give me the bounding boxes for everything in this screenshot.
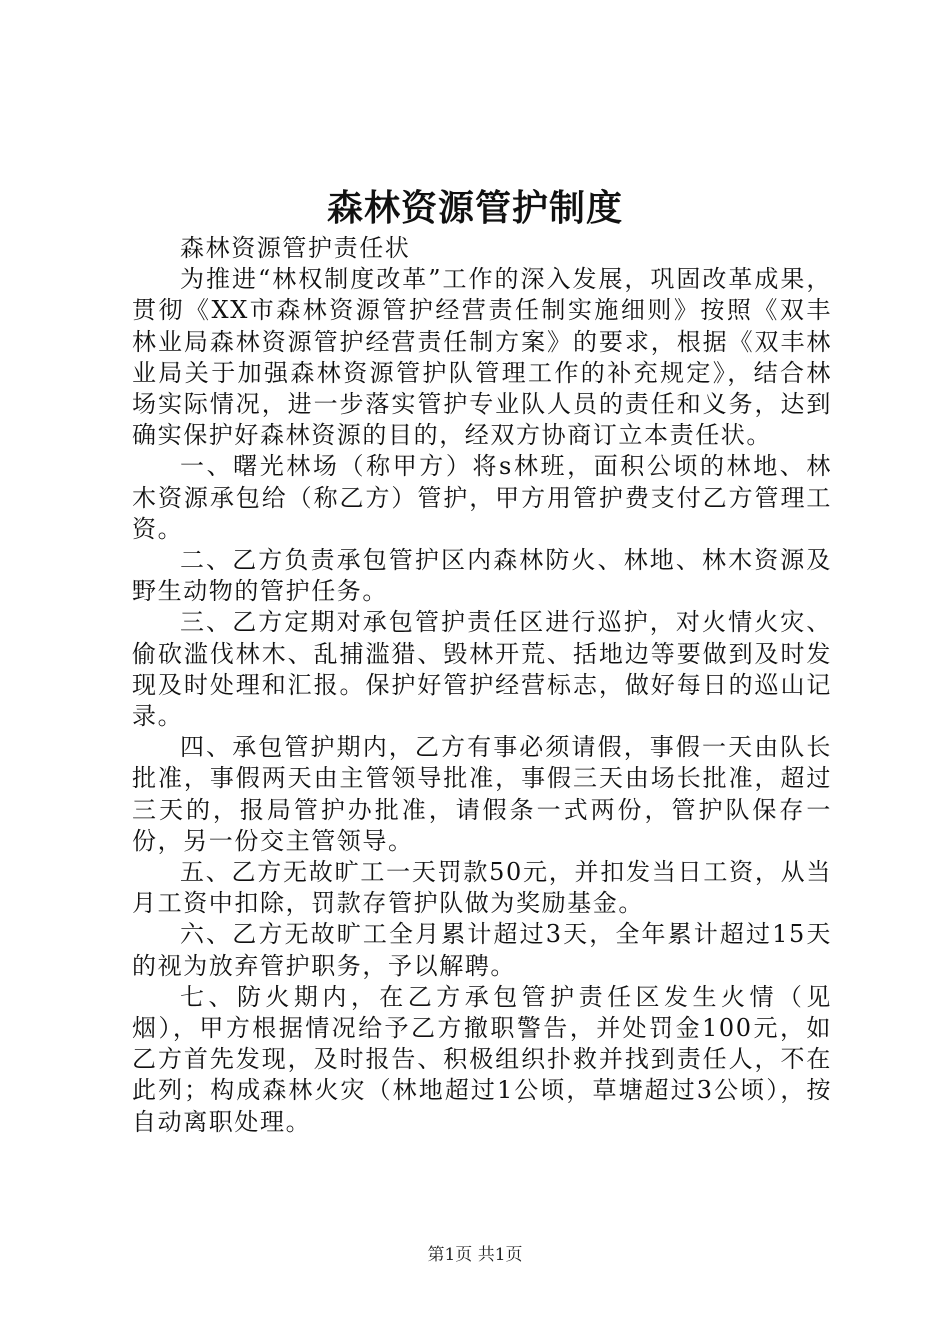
clause-2-paragraph: 二、乙方负责承包管护区内森林防火、林地、林木资源及野生动物的管护任务。 bbox=[132, 546, 832, 606]
document-body bbox=[132, 233, 832, 1138]
clause-6-paragraph: 六、乙方无故旷工全月累计超过3天，全年累计超过15天的视为放弃管护职务，予以解聘。 bbox=[132, 920, 832, 980]
intro-paragraph: 为推进“林权制度改革”工作的深入发展，巩固改革成果，贯彻《XX市森林资源管护经营责任制实施细则》按照《双丰林业局森林资源管护经营责任制方案》的要求，根据《双丰林业局关于加强森林资源管护队管理工作的补充规定》，结合林场实际情况，进一步落实管护专业队人员的责任和义务，达到确实保护好森林资源的目的，经双方协商订立本责任状。 bbox=[132, 265, 832, 450]
page-footer: 第1页 共1页 bbox=[427, 1245, 523, 1265]
clause-4-paragraph: 四、承包管护期内，乙方有事必须请假，事假一天由队长批准，事假两天由主管领导批准，事假三天由场长批准，超过三天的，报局管护办批准，请假条一式两份，管护队保存一份，另一份交主管领导。 bbox=[132, 733, 832, 855]
document-title: 森林资源管护制度 bbox=[326, 187, 623, 229]
clause-3-paragraph: 三、乙方定期对承包管护责任区进行巡护，对火情火灾、偷砍滥伐林木、乱捕滥猎、毁林开荒、括地边等要做到及时发现及时处理和汇报。保护好管护经营标志，做好每日的巡山记录。 bbox=[132, 608, 832, 731]
clause-1-paragraph: 一、曙光林场（称甲方）将s林班，面积公顷的林地、林木资源承包给（称乙方）管护，甲方用管护费支付乙方管理工资。 bbox=[132, 452, 832, 543]
clause-7-paragraph: 七、防火期内，在乙方承包管护责任区发生火情（见烟），甲方根据情况给予乙方撤职警告，并处罚金100元，如乙方首先发现，及时报告、积极组织扑救并找到责任人，不在此列；构成森林火灾（林地超过1公顷，草塘超过3公顷），按自动离职处理。 bbox=[132, 982, 832, 1136]
subtitle-paragraph: 森林资源管护责任状 bbox=[180, 234, 411, 262]
clause-5-paragraph: 五、乙方无故旷工一天罚款50元，并扣发当日工资，从当月工资中扣除，罚款存管护队做为奖励基金。 bbox=[132, 858, 832, 918]
